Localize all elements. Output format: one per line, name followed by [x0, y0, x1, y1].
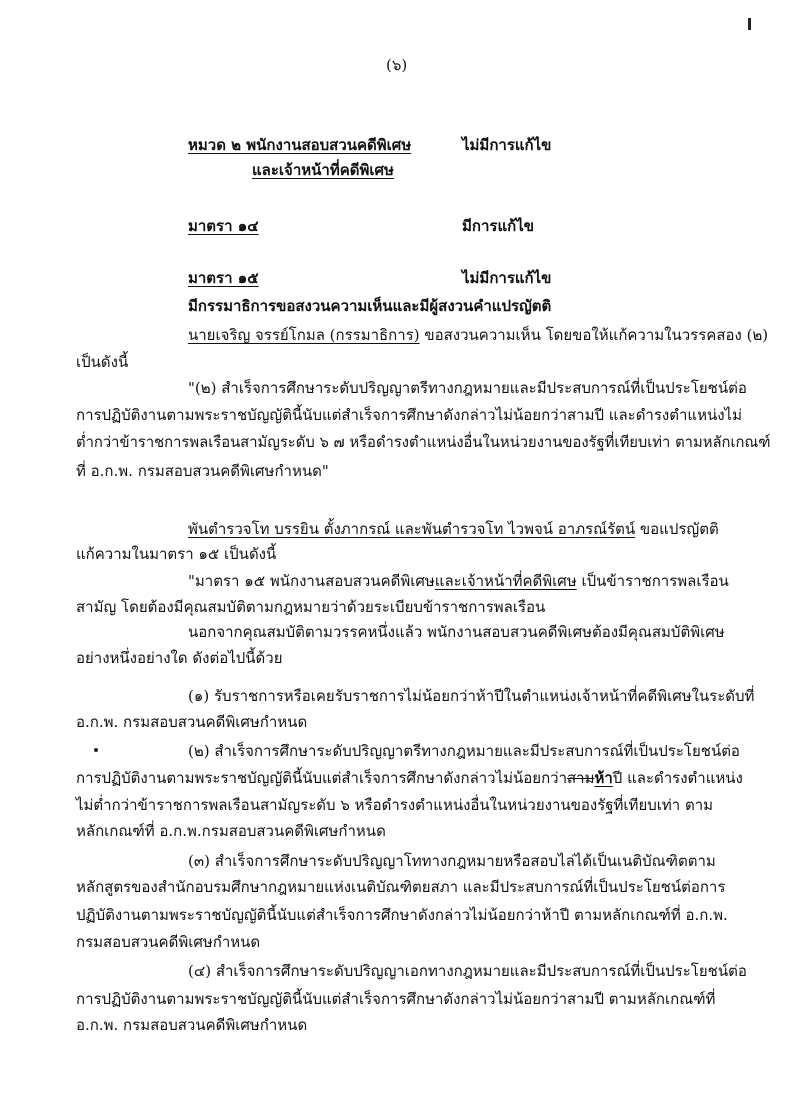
item3-line2: หลักสูตรของสำนักอบรมศึกษากฎหมายแห่งเนติบัณฑิตยสภา และมีประสบการณ์ที่เป็นประโยชน์ต่อการ	[76, 878, 726, 896]
reservation-line1	[188, 325, 768, 345]
item2-line4: หลักเกณฑ์ที่ อ.ก.พ.กรมสอบสวนคดีพิเศษกำหนด	[76, 822, 386, 840]
item3-line1: (๓) สำเร็จการศึกษาระดับปริญญาโททางกฎหมายหรือสอบไล่ได้เป็นเนติบัณฑิตตาม	[188, 852, 716, 870]
reservation-quote-line: "(๒) สำเร็จการศึกษาระดับปริญญาตรีทางกฎหมายและมีประสบการณ์ที่เป็นประโยชน์ต่อ	[188, 379, 747, 397]
section14-label: มาตรา ๑๔	[188, 217, 259, 235]
item1-line1: (๑) รับราชการหรือเคยรับราชการไม่น้อยกว่าห้าปีในตำแหน่งเจ้าหน้าที่คดีพิเศษในระดับที่	[188, 687, 755, 705]
amend-para2-line2: อย่างหนึ่งอย่างใด ดังต่อไปนี้ด้วย	[76, 649, 283, 667]
amendment-line1	[188, 519, 719, 539]
amend-para2-line1: นอกจากคุณสมบัติตามวรรคหนึ่งแล้ว พนักงานสอบสวนคดีพิเศษต้องมีคุณสมบัติพิเศษ	[188, 623, 725, 641]
amendment-names: พันตำรวจโท บรรยิน ตั้งภากรณ์ และพันตำรวจโท ไวพจน์ อาภรณ์รัตน์	[188, 520, 636, 538]
page-number: (๖)	[386, 56, 408, 74]
item4-line3: อ.ก.พ. กรมสอบสวนคดีพิเศษกำหนด	[76, 1016, 308, 1034]
section14-status: มีการแก้ไข	[462, 217, 534, 235]
item2-text-post: ปี และดำรงตำแหน่ง	[612, 769, 743, 787]
amendment-line2: แก้ความในมาตรา ๑๕ เป็นดังนี้	[76, 545, 277, 563]
amend-para1-line1	[188, 571, 729, 591]
item2-inserted-word: ห้า	[594, 769, 613, 787]
section15-status: ไม่มีการแก้ไข	[462, 269, 552, 287]
item2-struck-word: สาม	[567, 769, 595, 787]
stray-dot	[94, 748, 98, 752]
item2-line3: ไม่ต่ำกว่าข้าราชการพลเรือนสามัญระดับ ๖ หรือดำรงตำแหน่งอื่นในหน่วยงานของรัฐที่เทียบเท่า ตาม	[76, 796, 714, 814]
reservation-quote-line: การปฏิบัติงานตามพระราชบัญญัตินี้นับแต่สำเร็จการศึกษาดังกล่าวไม่น้อยกว่าสามปี และดำรงตำแหน่งไม่	[76, 406, 742, 424]
reservation-quote-line: ที่ อ.ก.พ. กรมสอบสวนคดีพิเศษกำหนด"	[76, 462, 329, 480]
chapter-status: ไม่มีการแก้ไข	[462, 136, 552, 154]
item1-line2: อ.ก.พ. กรมสอบสวนคดีพิเศษกำหนด	[76, 713, 308, 731]
reservation-name: นายเจริญ จรรย์โกมล (กรรมาธิการ)	[188, 326, 420, 344]
corner-mark	[748, 18, 751, 30]
amend-quote-start: "มาตรา ๑๕ พนักงานสอบสวนคดีพิเศษ	[188, 572, 435, 590]
reservation-text: ขอสงวนความเห็น โดยขอให้แก้ความในวรรคสอง (๒)	[419, 326, 769, 344]
chapter-title-line2: และเจ้าหน้าที่คดีพิเศษ	[252, 161, 394, 179]
item4-line2: การปฏิบัติงานตามพระราชบัญญัตินี้นับแต่สำเร็จการศึกษาดังกล่าวไม่น้อยกว่าสามปี ตามหลักเกณฑ์ที่	[76, 990, 716, 1008]
item4-line1: (๔) สำเร็จการศึกษาระดับปริญญาเอกทางกฎหมายและมีประสบการณ์ที่เป็นประโยชน์ต่อ	[188, 962, 747, 980]
section15-heading: มีกรรมาธิการขอสงวนความเห็นและมีผู้สงวนคำแปรญัตติ	[188, 297, 552, 315]
amend-para1-line2: สามัญ โดยต้องมีคุณสมบัติตามกฎหมายว่าด้วยระเบียบข้าราชการพลเรือน	[76, 598, 546, 616]
item2-line2	[76, 768, 743, 788]
amend-quote-underlined: และเจ้าหน้าที่คดีพิเศษ	[434, 572, 577, 590]
amendment-text: ขอแปรญัตติ	[635, 520, 719, 538]
section15-label: มาตรา ๑๕	[188, 269, 259, 287]
reservation-quote-line: ต่ำกว่าข้าราชการพลเรือนสามัญระดับ ๖ ๗ หรือดำรงตำแหน่งอื่นในหน่วยงานของรัฐที่เทียบเท่า ตามหลักเกณฑ์	[76, 433, 771, 451]
item2-line1: (๒) สำเร็จการศึกษาระดับปริญญาตรีทางกฎหมายและมีประสบการณ์ที่เป็นประโยชน์ต่อ	[188, 742, 740, 760]
item2-text-pre: การปฏิบัติงานตามพระราชบัญญัตินี้นับแต่สำเร็จการศึกษาดังกล่าวไม่น้อยกว่า	[76, 769, 568, 787]
item3-line3: ปฏิบัติงานตามพระราชบัญญัตินี้นับแต่สำเร็จการศึกษาดังกล่าวไม่น้อยกว่าห้าปี ตามหลักเกณฑ์ที่ อ.ก.พ.	[76, 906, 728, 924]
amend-quote-end: เป็นข้าราชการพลเรือน	[576, 572, 729, 590]
reservation-line2: เป็นดังนี้	[76, 353, 129, 371]
chapter-title-line1: หมวด ๒ พนักงานสอบสวนคดีพิเศษ	[188, 136, 412, 154]
item3-line4: กรมสอบสวนคดีพิเศษกำหนด	[76, 933, 261, 951]
